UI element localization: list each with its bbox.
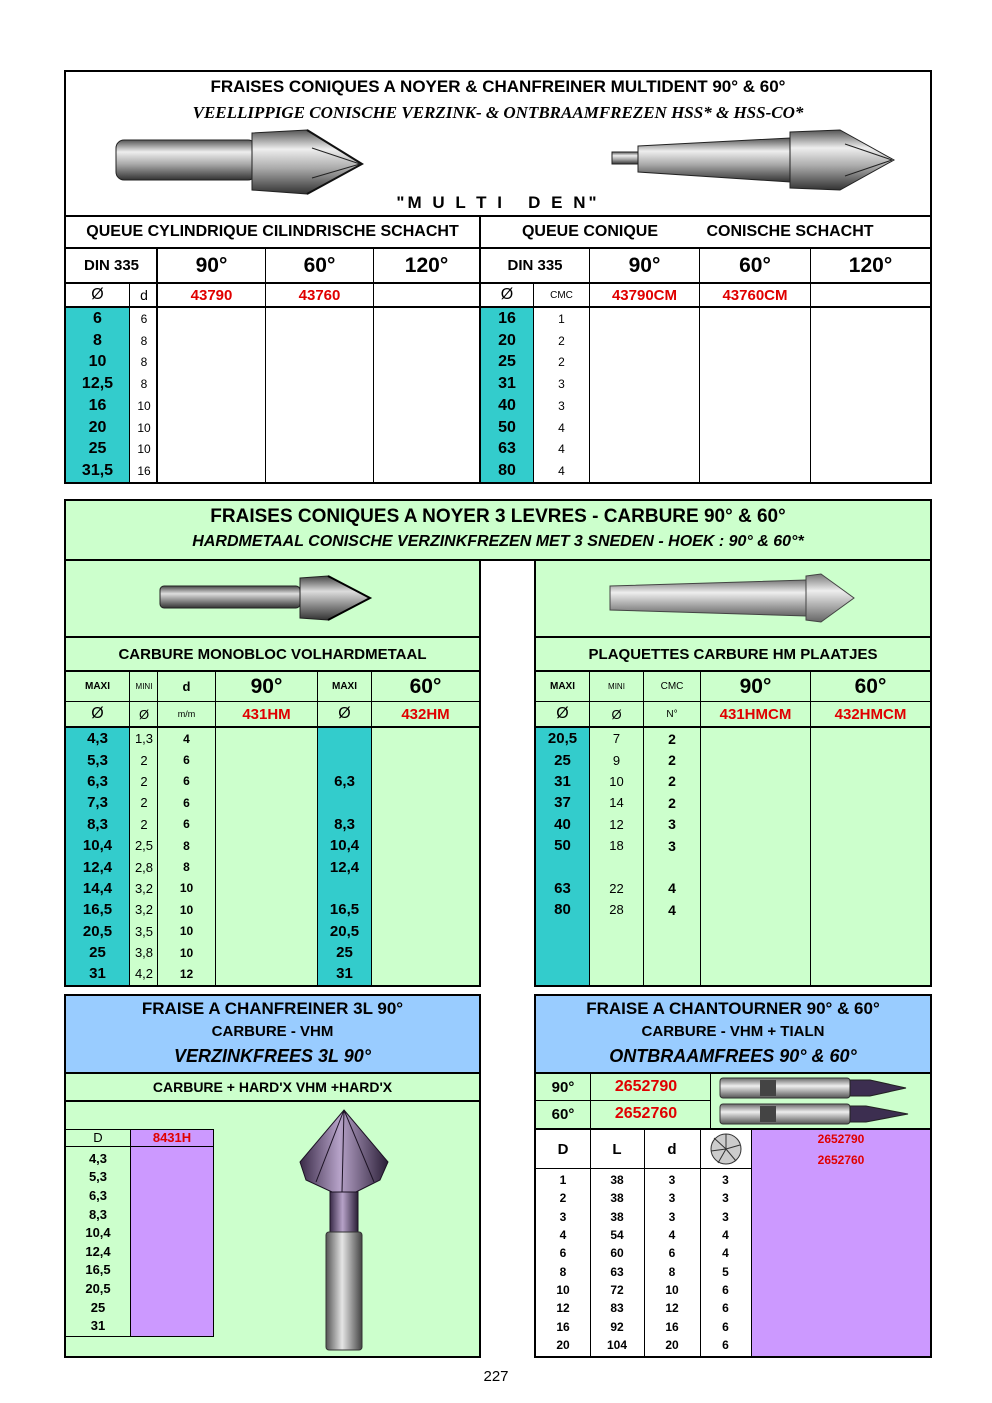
table-cell: 31 [90,1318,106,1334]
maxi-label: MAXI [332,681,357,692]
table-cell [318,878,371,899]
table-cell: 18 [609,838,624,854]
divider [699,249,700,482]
diameter-symbol: Ø [500,286,514,303]
table-cell: 10 [179,881,194,896]
table-cell: 25 [336,944,353,962]
mini-label: MINI [608,682,625,691]
right-cmc-column [534,308,589,482]
table-cell: 37 [554,794,571,812]
table-cell: 6 [93,309,102,327]
table-cell: 40 [498,396,516,414]
table-cell: 5 [722,1264,729,1279]
table-cell: 104 [606,1337,628,1352]
table-cell: 3 [559,1209,567,1224]
diameter-symbol: Ø [338,705,351,722]
table-cell: 6 [722,1282,729,1297]
table-cell: 4,3 [88,1150,108,1166]
code-43760cm: 43760CM [722,286,788,304]
section-1-subtitle: VEELLIPPIGE CONISCHE VERZINK- & ONTBRAAMFREZEN HSS* & HSS-CO* [192,103,804,122]
table-cell: 4,3 [87,730,108,748]
section-3-title: FRAISE A CHANFREINER 3L 90° [141,999,404,1018]
table-cell: 2,5 [134,838,154,854]
divider [371,670,372,985]
table-cell: 6 [183,795,190,810]
table-cell: 16 [556,1319,570,1334]
table-cell: 10 [137,420,151,435]
table-cell: 10 [556,1282,570,1297]
table-cell: 6 [183,774,190,789]
table-cell: 3 [668,816,676,833]
monobloc-maxi60-column [318,728,371,985]
table-cell: 2 [668,752,676,769]
table-cell: 7 [612,731,621,747]
table-cell: 8,3 [87,815,108,833]
table-cell: 16 [88,396,107,414]
code-432hmcm: 432HMCM [834,705,907,723]
table-cell: 5,3 [87,751,108,769]
table-cell: 6 [722,1319,729,1334]
cmc-label: CMC [660,681,684,692]
monobloc-mini-column [130,728,158,985]
table-cell: 80 [498,462,516,480]
table-cell: 12 [665,1301,679,1316]
angle-120: 120° [848,253,893,277]
table-cell: 72 [610,1282,624,1297]
table-cell: 3 [668,1173,676,1188]
angle-90: 90° [551,1078,575,1096]
table-cell: 2 [559,1191,567,1206]
conical-shank-cutter-image [610,128,900,198]
code-2652790: 2652790 [817,1132,865,1146]
table-cell: 12 [179,966,194,981]
table-cell: 10 [665,1282,679,1297]
table-cell [590,856,643,877]
table-cell: 63 [498,440,516,458]
table-cell: 31 [336,965,353,983]
table-cell: 8 [140,333,148,348]
table-cell: 60 [610,1246,624,1261]
table-cell: 16,5 [329,901,360,919]
right-diameter-column [481,308,533,482]
chamfer-d-column [66,1149,130,1337]
table-cell: 10,4 [329,837,360,855]
table-cell: 6,3 [87,772,108,790]
table-cell: 8 [183,860,190,875]
table-cell: 25 [89,944,106,962]
code-431hm: 431HM [242,705,291,723]
table-cell: 2 [140,795,148,811]
diameter-symbol: Ø [91,705,104,722]
table-cell: 4 [668,1228,676,1243]
table-cell: 50 [498,418,516,436]
table-cell: 10 [609,773,624,789]
divider [130,1129,131,1337]
flutes-icon [706,1131,746,1167]
maxi-label: MAXI [85,681,110,692]
table-cell: 38 [610,1209,624,1224]
monobloc-d-column [158,728,215,985]
left-d-column [130,308,158,482]
d-label: D [93,1130,103,1145]
table-cell: 6 [722,1301,729,1316]
divider [810,249,811,482]
table-cell: 6 [183,753,190,768]
cmc-label: CMC [550,289,573,301]
code-8431h: 8431H [152,1130,192,1145]
table-cell: 3 [668,1209,676,1224]
divider [710,1074,711,1128]
section-4-subtitle: CARBURE - VHM + TIALN [641,1023,825,1040]
table-cell: 12,4 [329,858,360,876]
diameter-symbol: Ø [91,286,104,303]
table-cell: 12,4 [85,1243,111,1259]
table-cell: 3 [722,1173,729,1188]
carbide-monobloc-cutter-image [158,574,374,622]
table-cell: 2 [140,752,148,768]
table-cell: 31,5 [81,462,114,480]
diameter-symbol: Ø [556,705,569,722]
table-cell: 3 [668,837,676,854]
table-cell: 20,5 [82,922,113,940]
table-cell: 25 [90,1299,106,1315]
angle-90: 90° [739,674,772,698]
table-cell: 12,5 [81,375,114,393]
table-cell: 2,8 [134,859,154,875]
table-cell: 3 [722,1209,729,1224]
table-cell: 20,5 [547,730,578,748]
section-2-subtitle: HARDMETAAL CONISCHE VERZINKFREZEN MET 3 SNEDEN - HOEK : 90° & 60°* [192,533,804,550]
angle-60: 60° [551,1105,575,1123]
angle-60: 60° [409,674,442,698]
page-number: 227 [483,1368,509,1385]
section-3-subtitle-nl: VERZINKFREES 3L 90° [174,1046,371,1066]
table-cell: 1 [558,311,565,326]
table-cell: 28 [609,902,624,918]
divider [700,670,701,985]
table-cell: 16 [137,464,151,479]
table-cell: 16,5 [85,1262,111,1278]
diameter-symbol: Ø [138,706,150,722]
table-cell: 6 [559,1246,567,1261]
table-cell: 10 [88,353,107,371]
table-cell: 4,2 [134,966,154,982]
table-cell: 6,3 [88,1187,108,1203]
divider [373,249,374,482]
d-label: d [182,679,191,694]
section-4-subtitle-nl: ONTBRAAMFREES 90° & 60° [609,1046,857,1066]
table-cell: 20 [498,331,516,349]
angle-60: 60° [854,674,887,698]
code-431hmcm: 431HMCM [719,705,792,723]
cylindrical-shank-heading: QUEUE CYLINDRIQUE CILINDRISCHE SCHACHT [86,223,459,240]
inserts-mini-column [590,728,643,921]
divider [534,1100,710,1101]
table-cell: 10,4 [85,1225,111,1241]
table-cell: 1 [559,1173,567,1188]
code-2652790: 2652790 [614,1078,678,1095]
table-cell: 2 [558,355,565,370]
conical-shank-heading-nl: CONISCHE SCHACHT [706,223,874,240]
table-cell: 10,4 [82,837,113,855]
L-label: L [612,1140,622,1158]
carbide-inserts-heading: PLAQUETTES CARBURE HM PLAATJES [588,645,878,663]
table-cell: 8,3 [88,1206,108,1222]
table-cell: 54 [610,1228,624,1243]
table-cell: 3 [558,377,565,392]
table-cell: 4 [668,880,676,897]
table-cell: 25 [554,751,571,769]
angle-120: 120° [404,253,449,277]
table-cell: 3,2 [134,902,154,918]
table-cell: 10 [137,398,151,413]
table-cell: 16,5 [82,901,113,919]
table-cell: 20 [88,418,107,436]
divider [66,1146,214,1147]
table-cell: 8,3 [334,815,355,833]
table-cell: 20,5 [329,922,360,940]
table-cell: 63 [554,879,571,897]
table-cell: 12,4 [82,858,113,876]
table-cell: 2 [668,730,676,747]
angle-90: 90° [250,674,283,698]
table-cell: 31 [554,772,571,790]
table-cell: 3 [558,398,565,413]
brand-label: "M U L T I D E N" [396,193,600,212]
table-cell: 1,3 [134,731,154,747]
table-cell: 6,3 [334,772,355,790]
profile-D-column [536,1171,590,1356]
table-cell: 3 [668,1191,676,1206]
table-cell: 12 [609,816,624,832]
table-cell: 20 [665,1337,679,1352]
table-cell: 9 [612,752,621,768]
code-2652760: 2652760 [817,1153,865,1167]
table-cell: 92 [610,1319,624,1334]
code-43760: 43760 [298,286,341,304]
profile-L-column [590,1171,644,1356]
angle-90: 90° [628,253,661,277]
code-43790: 43790 [190,286,233,304]
divider [810,670,811,985]
hardx-chamfer-cutter-image [296,1108,392,1354]
divider [265,249,266,482]
table-cell: 4 [722,1228,729,1243]
table-cell: 6 [722,1337,729,1352]
table-cell: 10 [179,945,194,960]
table-cell: 38 [610,1173,624,1188]
table-cell: 8 [668,1264,676,1279]
table-cell: 3,2 [134,880,154,896]
table-cell: 10 [179,902,194,917]
table-cell: 4 [558,442,565,457]
table-cell: 7,3 [87,794,108,812]
section-3-subtitle: CARBURE - VHM [211,1023,334,1040]
left-diameter-column [66,308,129,482]
carbide-insert-cutter-image [606,572,856,624]
table-cell: 2 [668,773,676,790]
code-432hm: 432HM [401,705,450,723]
table-cell: 31 [89,965,106,983]
table-cell: 3,5 [134,923,154,939]
table-cell: 8 [140,355,148,370]
table-cell: 40 [554,815,571,833]
table-cell: 2 [668,794,676,811]
table-cell: 25 [498,353,516,371]
angle-90: 90° [195,253,228,277]
table-cell: 8 [183,838,190,853]
table-cell: 50 [554,837,571,855]
table-cell: 10 [179,924,194,939]
d-label: d [140,287,148,303]
divider [534,1168,752,1169]
maxi-label: MAXI [550,681,575,692]
table-cell: 12 [556,1301,570,1316]
profile-cutter-image [716,1076,910,1128]
hardx-band: CARBURE + HARD'X VHM +HARD'X [152,1079,393,1095]
section-2-title: FRAISES CONIQUES A NOYER 3 LEVRES - CARBURE 90° & 60° [210,506,786,527]
din-335-label: DIN 335 [83,257,140,274]
table-cell: 25 [88,440,107,458]
diameter-symbol: Ø [611,706,622,722]
table-cell: 3,8 [134,945,154,961]
table-cell: 20 [556,1337,570,1352]
divider [64,1100,481,1102]
table-cell: 5,3 [88,1169,108,1185]
table-cell: 6 [183,817,190,832]
table-cell: 14,4 [82,879,113,897]
angle-60: 60° [739,253,771,277]
table-cell: 4 [183,731,190,746]
table-cell: 20,5 [85,1280,111,1296]
table-cell: 6 [668,1246,676,1261]
table-cell: 4 [558,420,565,435]
table-cell: 8 [140,377,148,392]
table-cell: 2 [558,333,565,348]
mini-label: MINI [135,682,153,691]
number-label: N° [666,708,678,720]
table-cell: 14 [609,795,624,811]
mm-label: m/m [177,709,196,719]
table-cell: 31 [498,375,516,393]
inserts-cmc-column [644,728,700,921]
table-cell: 38 [610,1191,624,1206]
divider [589,249,590,482]
table-cell [318,792,371,813]
D-label: D [557,1140,569,1158]
section-1-title: FRAISES CONIQUES A NOYER & CHANFREINER MULTIDENT 90° & 60° [210,77,786,96]
table-cell: 16 [498,309,516,327]
conical-shank-heading-fr: QUEUE CONIQUE [521,223,658,240]
table-cell: 4 [559,1228,567,1243]
din-335-label: DIN 335 [507,257,563,274]
table-cell [318,728,371,749]
code-2652760: 2652760 [614,1105,678,1122]
angle-60: 60° [303,253,336,277]
table-cell: 4 [558,464,565,479]
carbide-monobloc-heading: CARBURE MONOBLOC VOLHARDMETAAL [118,645,427,663]
table-cell: 22 [609,880,624,896]
cylindrical-shank-cutter-image [112,128,368,198]
table-cell: 2 [140,773,148,789]
profile-flutes-column [700,1171,751,1356]
table-cell: 80 [554,901,571,919]
monobloc-maxi-column [66,728,129,985]
table-cell: 2 [140,816,148,832]
table-cell: 4 [722,1246,729,1261]
inserts-maxi-column [536,728,589,921]
divider [590,1074,591,1128]
divider [215,670,216,985]
table-cell: 6 [140,311,148,326]
table-cell: 16 [665,1319,679,1334]
d-label: d [667,1140,677,1158]
table-cell: 83 [610,1301,624,1316]
table-cell: 8 [93,331,102,349]
table-cell [644,856,700,877]
section-4-title: FRAISE A CHANTOURNER 90° & 60° [586,999,880,1018]
table-cell: 3 [722,1191,729,1206]
table-cell [536,856,589,877]
profile-d-column [644,1171,700,1356]
table-cell: 10 [137,442,151,457]
divider [751,1128,752,1356]
table-cell [318,749,371,770]
table-cell: 63 [610,1264,624,1279]
table-cell: 8 [559,1264,567,1279]
table-cell: 4 [668,901,676,918]
code-43790cm: 43790CM [611,286,678,304]
